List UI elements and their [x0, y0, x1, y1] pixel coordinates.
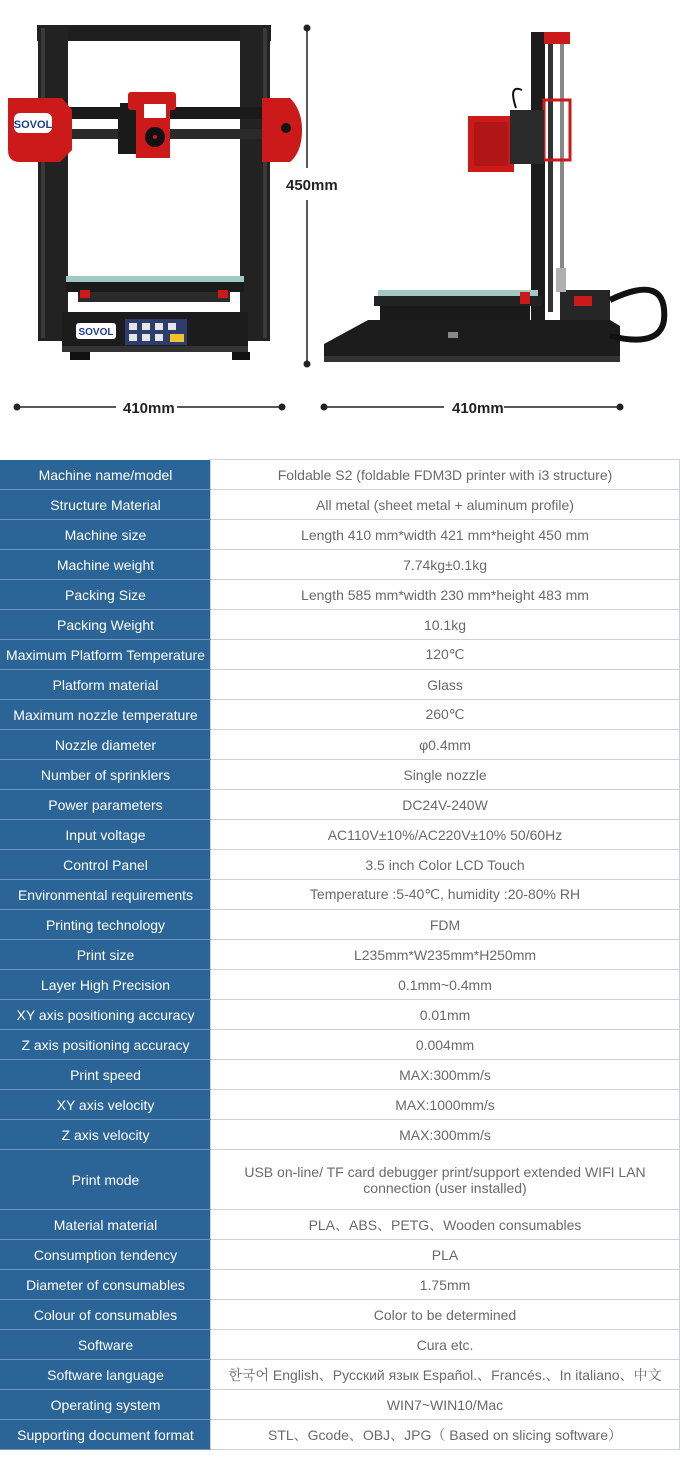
spec-value: MAX:300mm/s — [211, 1060, 680, 1090]
spec-label: Machine name/model — [1, 460, 211, 490]
spec-value: Cura etc. — [211, 1330, 680, 1360]
spec-row — [1, 1120, 680, 1150]
spec-value: Foldable S2 (foldable FDM3D printer with i3 structure) — [211, 460, 680, 490]
spec-row — [1, 1300, 680, 1330]
brand-logo: SOVOL — [13, 119, 53, 131]
spec-row — [1, 1270, 680, 1300]
spec-label: XY axis velocity — [1, 1090, 211, 1120]
spec-row — [1, 940, 680, 970]
spec-value: Single nozzle — [211, 760, 680, 790]
spec-row — [1, 820, 680, 850]
spec-row — [1, 700, 680, 730]
spec-value: 1.75mm — [211, 1270, 680, 1300]
spec-label: Print size — [1, 940, 211, 970]
spec-value: 120℃ — [211, 640, 680, 670]
spec-value: φ0.4mm — [211, 730, 680, 760]
front-width-label: 410mm — [123, 400, 175, 417]
spec-label: Machine weight — [1, 550, 211, 580]
spec-label: Packing Weight — [1, 610, 211, 640]
spec-label: Print speed — [1, 1060, 211, 1090]
spec-row — [1, 850, 680, 880]
side-width-label: 410mm — [452, 400, 504, 417]
spec-row — [1, 910, 680, 940]
spec-value: Temperature :5-40℃, humidity :20-80% RH — [211, 880, 680, 910]
spec-label: Material material — [1, 1210, 211, 1240]
spec-row — [1, 1030, 680, 1060]
spec-value: 한국어 English、Русский язык Español.、Francés.、In italiano、中文 — [211, 1360, 680, 1390]
spec-row — [1, 1360, 680, 1390]
spec-value: PLA — [211, 1240, 680, 1270]
printer-side-illustration — [324, 32, 664, 362]
spec-value: AC110V±10%/AC220V±10% 50/60Hz — [211, 820, 680, 850]
spec-label: Environmental requirements — [1, 880, 211, 910]
spec-row — [1, 970, 680, 1000]
svg-text:SOVOL: SOVOL — [78, 327, 114, 338]
spec-row — [1, 1390, 680, 1420]
spec-value: USB on-line/ TF card debugger print/support extended WIFI LAN connection (user installed) — [211, 1150, 680, 1210]
spec-row — [1, 550, 680, 580]
spec-value: FDM — [211, 910, 680, 940]
spec-row — [1, 520, 680, 550]
spec-label: Operating system — [1, 1390, 211, 1420]
spec-value: WIN7~WIN10/Mac — [211, 1390, 680, 1420]
side-width-dimension — [321, 400, 624, 417]
spec-value: MAX:1000mm/s — [211, 1090, 680, 1120]
spec-value: 3.5 inch Color LCD Touch — [211, 850, 680, 880]
spec-row — [1, 730, 680, 760]
spec-row — [1, 640, 680, 670]
spec-label: XY axis positioning accuracy — [1, 1000, 211, 1030]
specification-table — [0, 459, 680, 1450]
spec-label: Colour of consumables — [1, 1300, 211, 1330]
spec-row — [1, 1420, 680, 1450]
spec-label: Nozzle diameter — [1, 730, 211, 760]
spec-value: DC24V-240W — [211, 790, 680, 820]
spec-value: 7.74kg±0.1kg — [211, 550, 680, 580]
spec-label: Power parameters — [1, 790, 211, 820]
spec-row — [1, 1060, 680, 1090]
spec-label: Control Panel — [1, 850, 211, 880]
spec-label: Packing Size — [1, 580, 211, 610]
spec-label: Maximum Platform Temperature — [1, 640, 211, 670]
front-width-dimension — [14, 400, 286, 417]
spec-label: Structure Material — [1, 490, 211, 520]
spec-label: Number of sprinklers — [1, 760, 211, 790]
spec-value: 0.1mm~0.4mm — [211, 970, 680, 1000]
spec-row — [1, 1330, 680, 1360]
spec-label: Software — [1, 1330, 211, 1360]
spec-label: Print mode — [1, 1150, 211, 1210]
spec-label: Z axis velocity — [1, 1120, 211, 1150]
spec-value: 0.004mm — [211, 1030, 680, 1060]
spec-label: Layer High Precision — [1, 970, 211, 1000]
spec-label: Z axis positioning accuracy — [1, 1030, 211, 1060]
height-label: 450mm — [286, 177, 338, 194]
printer-front-illustration — [8, 25, 302, 360]
spec-value: All metal (sheet metal + aluminum profile) — [211, 490, 680, 520]
spec-row — [1, 460, 680, 490]
spec-label: Maximum nozzle temperature — [1, 700, 211, 730]
spec-row — [1, 1240, 680, 1270]
spec-value: PLA、ABS、PETG、Wooden consumables — [211, 1210, 680, 1240]
spec-row — [1, 760, 680, 790]
height-dimension — [286, 25, 338, 368]
spec-value: 260℃ — [211, 700, 680, 730]
spec-value: Color to be determined — [211, 1300, 680, 1330]
spec-label: Supporting document format — [1, 1420, 211, 1450]
spec-label: Input voltage — [1, 820, 211, 850]
spec-value: 0.01mm — [211, 1000, 680, 1030]
spec-value: L235mm*W235mm*H250mm — [211, 940, 680, 970]
spec-row — [1, 580, 680, 610]
spec-row — [1, 1150, 680, 1210]
spec-row — [1, 790, 680, 820]
spec-value: STL、Gcode、OBJ、JPG（ Based on slicing software） — [211, 1420, 680, 1450]
spec-row — [1, 1090, 680, 1120]
spec-row — [1, 880, 680, 910]
spec-label: Diameter of consumables — [1, 1270, 211, 1300]
spec-label: Software language — [1, 1360, 211, 1390]
spec-value: Length 585 mm*width 230 mm*height 483 mm — [211, 580, 680, 610]
spec-value: Length 410 mm*width 421 mm*height 450 mm — [211, 520, 680, 550]
spec-label: Consumption tendency — [1, 1240, 211, 1270]
spec-label: Machine size — [1, 520, 211, 550]
spec-row — [1, 1000, 680, 1030]
spec-row — [1, 490, 680, 520]
spec-row — [1, 1210, 680, 1240]
spec-value: MAX:300mm/s — [211, 1120, 680, 1150]
printer-dimension-figure — [0, 0, 680, 450]
spec-value: 10.1kg — [211, 610, 680, 640]
spec-label: Printing technology — [1, 910, 211, 940]
spec-row — [1, 670, 680, 700]
spec-value: Glass — [211, 670, 680, 700]
spec-label: Platform material — [1, 670, 211, 700]
spec-row — [1, 610, 680, 640]
